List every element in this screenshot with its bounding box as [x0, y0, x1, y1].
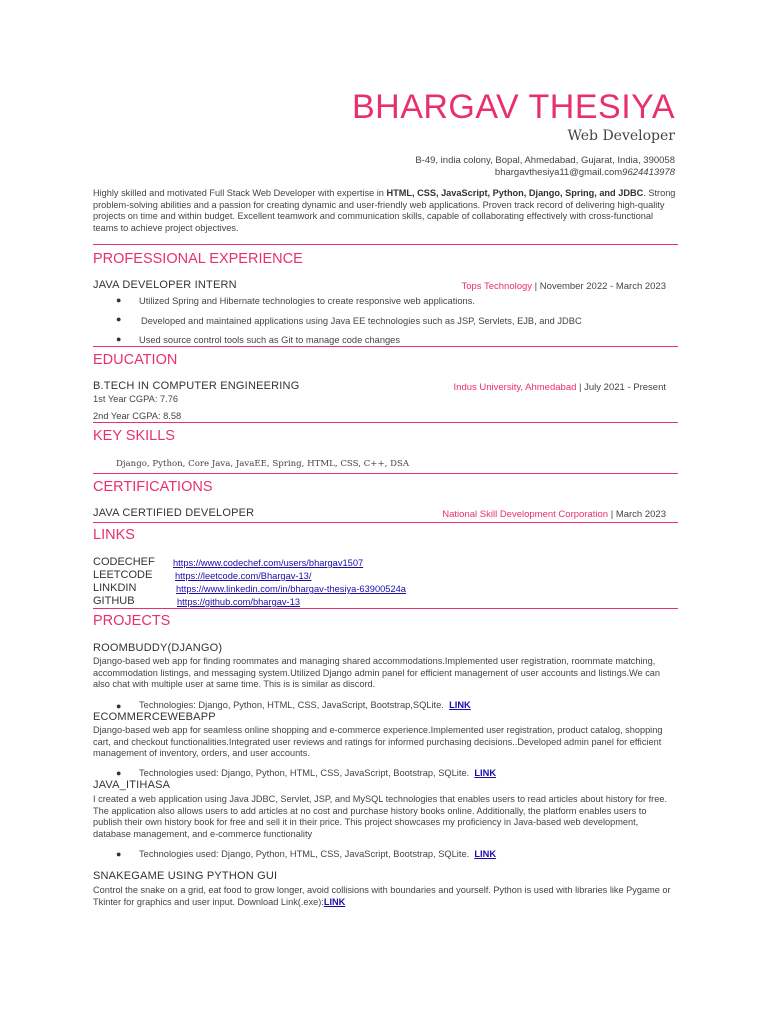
project-link[interactable]: LINK — [449, 700, 471, 710]
experience-meta — [461, 281, 666, 292]
education-org: Indus University, Ahmedabad — [453, 382, 577, 393]
certification-meta — [442, 509, 666, 520]
project-title: ECOMMERCEWEBAPP — [93, 711, 216, 723]
bullet-icon: ● — [116, 334, 122, 344]
cgpa-year1: 1st Year CGPA: 7.76 — [93, 394, 179, 404]
section-heading-certifications: CERTIFICATIONS — [93, 479, 213, 495]
link-label-linkedin: LINKDIN — [93, 582, 137, 594]
project-link[interactable]: LINK — [323, 896, 346, 907]
project-tech — [139, 700, 471, 710]
email: bhargavthesiya11@gmail.com — [494, 167, 623, 178]
link-label-github: GITHUB — [93, 595, 135, 607]
experience-org: Tops Technology — [461, 281, 533, 292]
experience-bullet: Used source control tools such as Git to manage code changes — [139, 335, 400, 345]
bullet-icon: ● — [116, 849, 122, 859]
address: B-49, india colony, Bopal, Ahmedabad, Gujarat, India, 390058 — [415, 155, 675, 166]
link-label-leetcode: LEETCODE — [93, 569, 153, 581]
bullet-icon: ● — [116, 295, 122, 305]
project-description — [93, 885, 678, 908]
project-tech-text: Technologies used: Django, Python, HTML, CSS, JavaScript, Bootstrap, SQLite. — [139, 768, 470, 778]
project-description-text: Control the snake on a grid, eat food to grow longer, avoid collisions with boundaries and yourself. Python is used with libraries like Pygame or Tkinter for graphics and user input. Download Link(.exe): — [93, 885, 671, 907]
education-dates: | July 2021 - Present — [576, 382, 666, 393]
summary — [93, 188, 678, 234]
summary-part2: . Strong problem-solving abilities and a passion for creating dynamic and user-friendly web applications. Proven track record of delivering high-quality projects on time and within budget. Excellent teamwork and communication skills, capable of collaborating effectively with cross-functional teams to achieve project objectives. — [93, 188, 676, 233]
section-heading-skills: KEY SKILLS — [93, 428, 175, 444]
project-link[interactable]: LINK — [474, 768, 497, 778]
link-github[interactable]: https://github.com/bhargav-13 — [177, 597, 300, 607]
job-role: Web Developer — [567, 128, 675, 144]
project-description: Django-based web app for seamless online shopping and e-commerce experience.Implemented user registration, product catalog, shopping cart, and checkout functionalities.Integrated user reviews and ratings for informed purchasing decisions..Developed admin panel for efficient management of inventory, orders, and user accounts. — [93, 725, 663, 759]
divider — [93, 346, 678, 347]
experience-bullet: Utilized Spring and Hibernate technologies to create responsive web applications. — [139, 296, 475, 306]
education-title: B.TECH IN COMPUTER ENGINEERING — [93, 380, 300, 392]
project-tech — [139, 768, 496, 778]
project-description: Django-based web app for finding roommates and managing shared accommodations.Implemented user registration, roommate matching, accommodation listings, and messaging system.Utilized Django admin panel for efficient management of user accounts and listings.We can also chat with multiple user at same time. This is is similar as discord. — [93, 656, 661, 690]
certification-title: JAVA CERTIFIED DEVELOPER — [93, 507, 255, 519]
candidate-name: BHARGAV THESIYA — [351, 88, 675, 126]
divider — [93, 422, 678, 423]
education-meta — [454, 382, 666, 393]
certification-org: National Skill Development Corporation — [442, 509, 609, 520]
experience-dates: | November 2022 - March 2023 — [532, 281, 666, 292]
project-tech — [139, 849, 496, 859]
divider — [93, 522, 678, 523]
experience-bullet: Developed and maintained applications using Java EE technologies such as JSP, Servlets, EJB, and JDBC — [141, 316, 582, 326]
link-codechef[interactable]: https://www.codechef.com/users/bhargav1507 — [173, 558, 364, 568]
divider — [93, 473, 678, 474]
project-link[interactable]: LINK — [474, 849, 497, 859]
project-title: ROOMBUDDY(DJANGO) — [93, 642, 223, 654]
contact-line — [495, 167, 675, 178]
project-tech-text: Technologies: Django, Python, HTML, CSS, JavaScript, Bootstrap,SQLite. — [139, 700, 444, 710]
skills-list: Django, Python, Core Java, JavaEE, Spring, HTML, CSS, C++, DSA — [116, 459, 410, 469]
link-leetcode[interactable]: https://leetcode.com/Bhargav-13/ — [175, 571, 312, 581]
divider — [93, 244, 678, 245]
divider — [93, 608, 678, 609]
section-heading-education: EDUCATION — [93, 352, 178, 368]
project-description: I created a web application using Java JDBC, Servlet, JSP, and MySQL technologies that enables users to read articles about history for free. The application also allows users to add articles at no cost and purchase history books online. Additionally, the platform enables users to publish their own history book for free and sell it in their price. This project showcases my proficiency in Java-based web development, database management, and e-commerce functionality — [93, 794, 668, 839]
section-heading-links: LINKS — [93, 527, 135, 543]
project-title: JAVA_ITIHASA — [93, 779, 171, 791]
bullet-icon: ● — [116, 701, 122, 711]
section-heading-projects: PROJECTS — [93, 613, 171, 629]
phone: 9624413978 — [622, 167, 675, 178]
section-heading-experience: PROFESSIONAL EXPERIENCE — [93, 251, 303, 267]
bullet-icon: ● — [116, 768, 122, 778]
experience-title: JAVA DEVELOPER INTERN — [93, 279, 237, 291]
project-title: SNAKEGAME USING PYTHON GUI — [93, 870, 278, 882]
link-linkedin[interactable]: https://www.linkedin.com/in/bhargav-thesiya-63900524a — [176, 584, 406, 594]
project-tech-text: Technologies used: Django, Python, HTML, CSS, JavaScript, Bootstrap, SQLite. — [139, 849, 470, 859]
link-label-codechef: CODECHEF — [93, 556, 155, 568]
summary-skills: HTML, CSS, JavaScript, Python, Django, Spring, and JDBC — [386, 188, 644, 198]
certification-dates: | March 2023 — [608, 509, 666, 520]
cgpa-year2: 2nd Year CGPA: 8.58 — [93, 411, 182, 421]
summary-part1: Highly skilled and motivated Full Stack Web Developer with expertise in — [93, 188, 387, 198]
bullet-icon: ● — [116, 314, 122, 324]
